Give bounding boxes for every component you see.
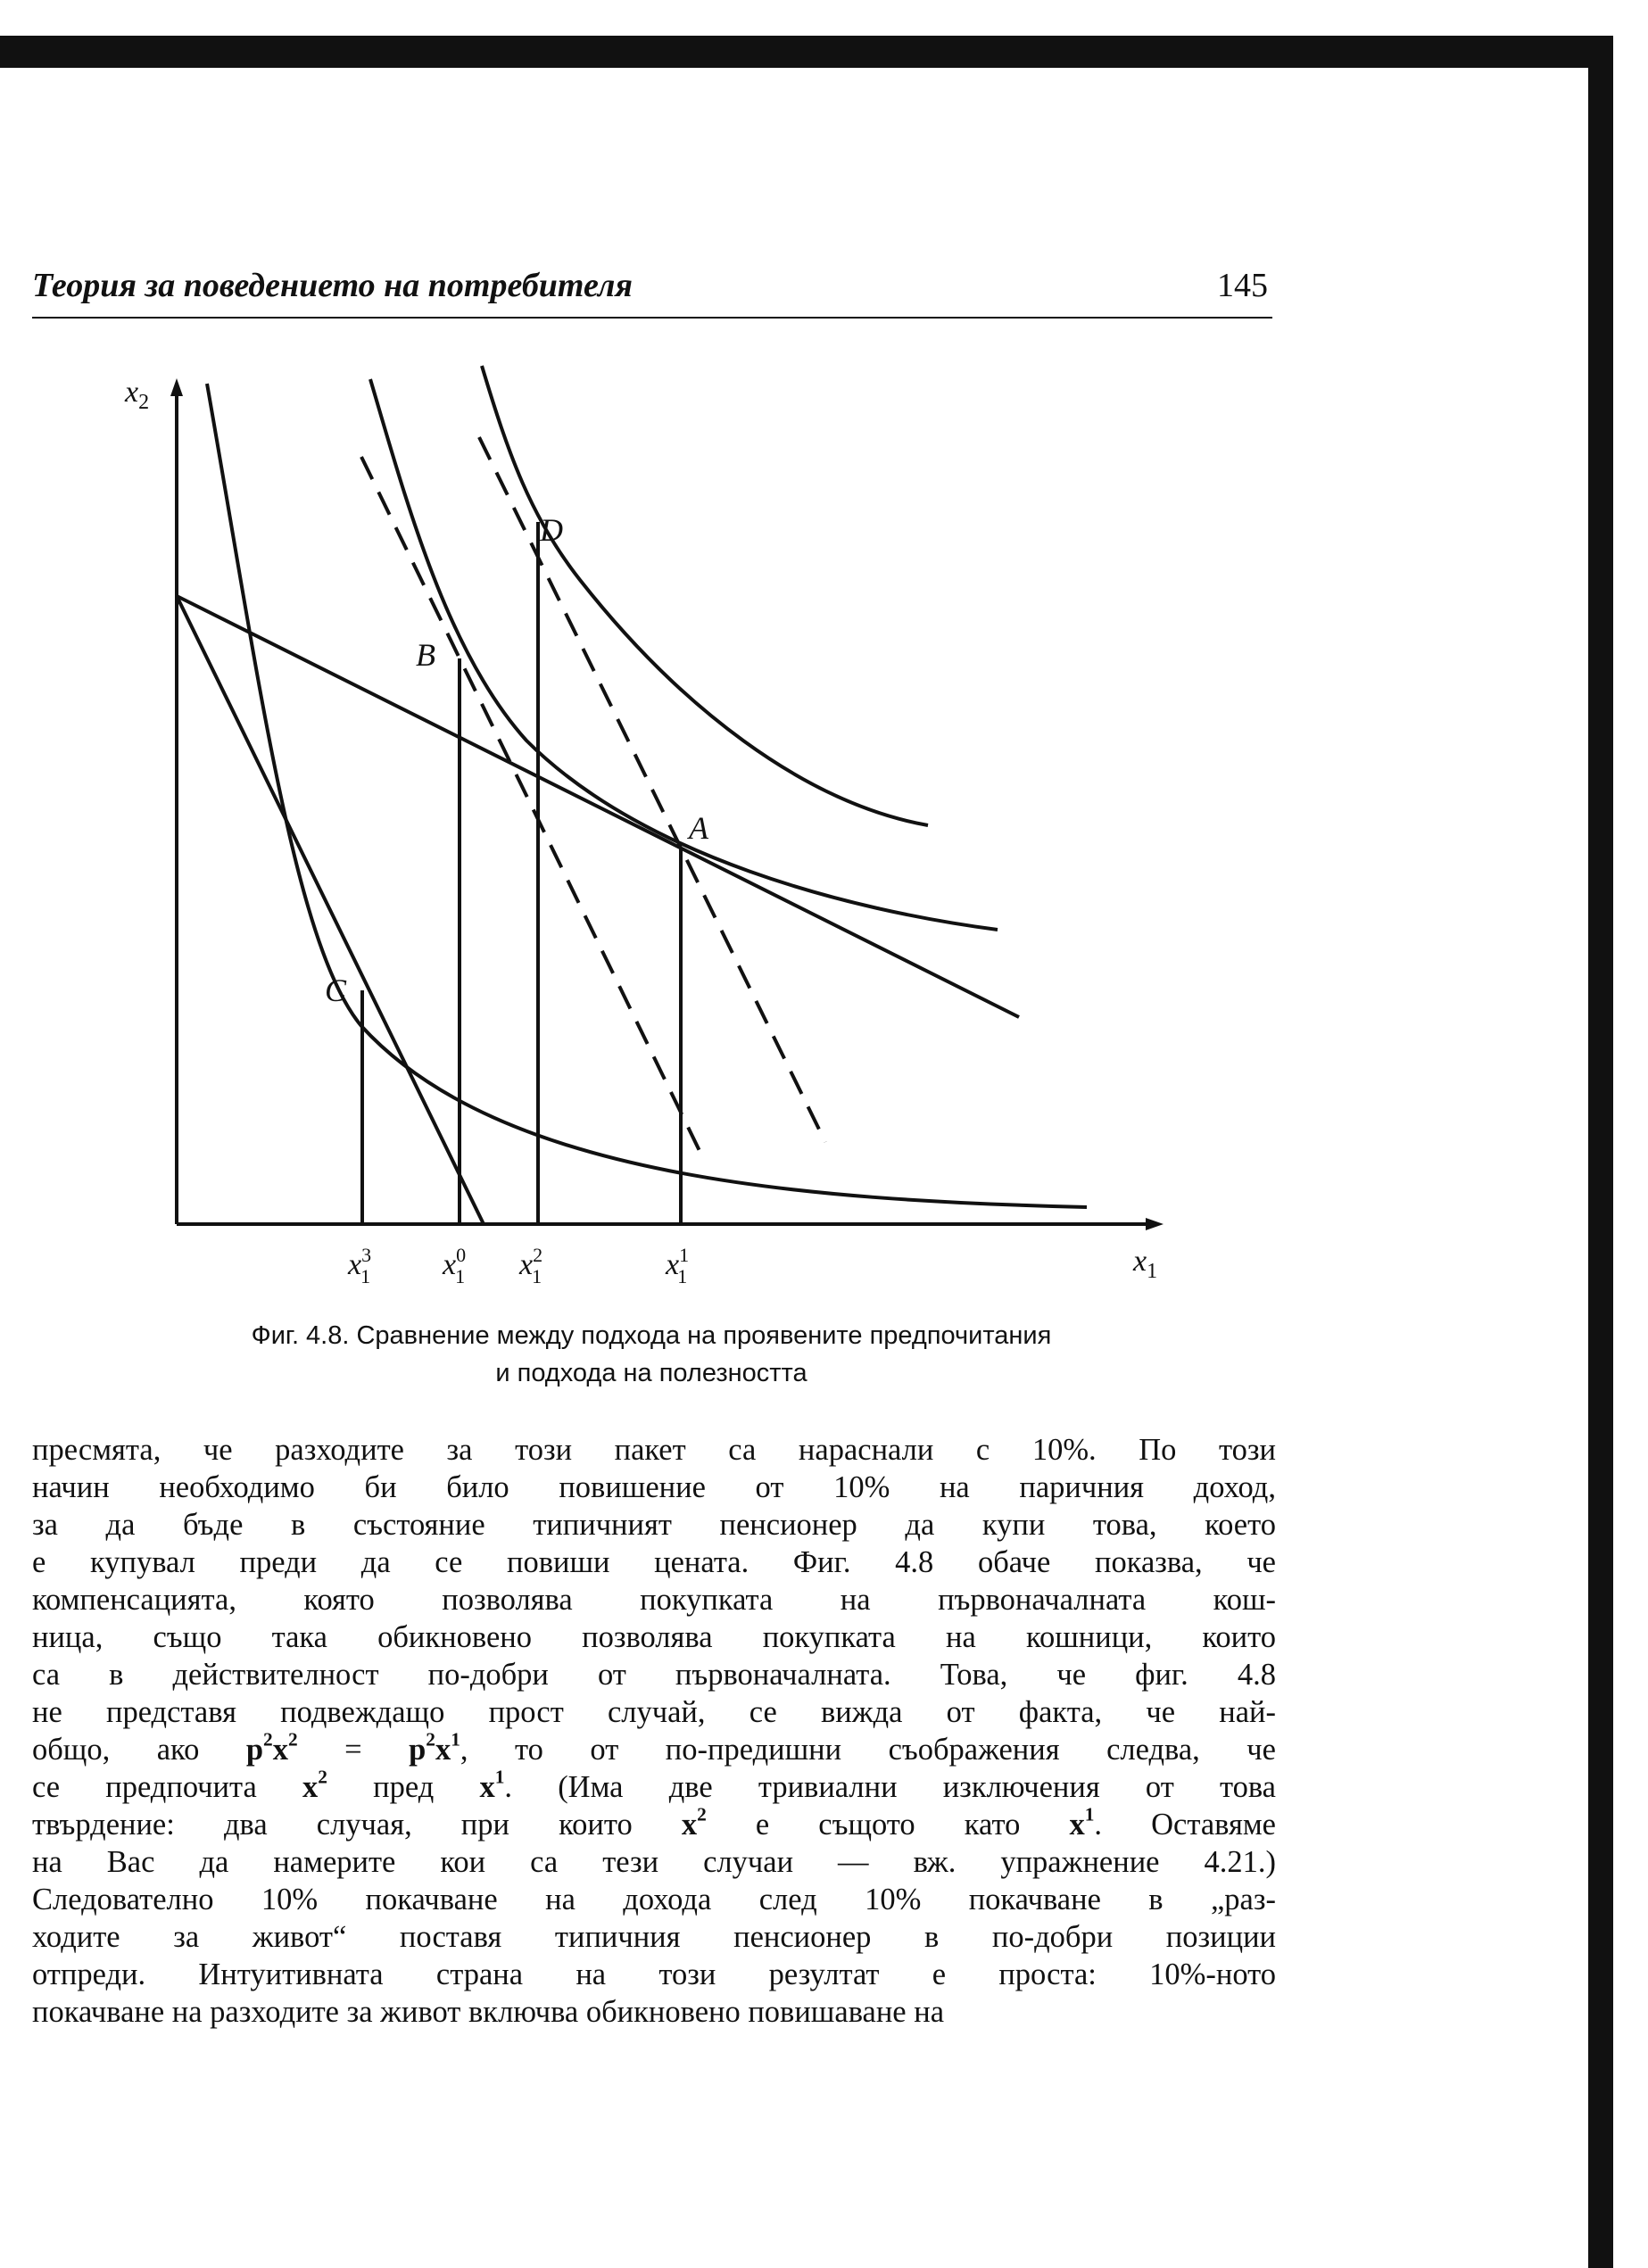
text-line: пресмята, че разходите за този пакет са нараснали с 10%. По този — [32, 1433, 1276, 1467]
y-axis-arrow — [170, 378, 183, 396]
x-axis-arrow — [1146, 1218, 1164, 1230]
body-paragraph — [32, 1431, 1276, 2031]
page-number: 145 — [1217, 267, 1268, 304]
text-line: отпреди. Интуитивната страна на този резултат е проста: 10%-ното — [32, 1958, 1276, 1991]
caption-line: Фиг. 4.8. Сравнение между подхода на проявените предпочитания — [251, 1321, 1052, 1350]
text-line: за да бъде в състояние типичният пенсионер да купи това, което — [32, 1508, 1276, 1542]
budget-line-c — [177, 596, 484, 1224]
x-axis-label: $x_1$ — [1133, 1245, 1158, 1283]
y-axis-label: $x_2$ — [125, 376, 150, 414]
text-line: компенсацията, която позволява покупката на първоначалната кош- — [32, 1583, 1276, 1617]
tick-label-x1-0: $x^0$ 1 — [443, 1244, 467, 1287]
text-line: са в действителност по-добри от първоначалната. Това, че фиг. 4.8 — [32, 1658, 1276, 1692]
text-line: ходите за живот“ поставя типичния пенсионер в по-добри позиции — [32, 1920, 1276, 1954]
text-line: не представя подвеждащо прост случай, се вижда от факта, че най- — [32, 1695, 1276, 1729]
point-label-d: D — [540, 512, 563, 548]
indifference-curve-ba — [370, 379, 998, 930]
text-line: ница, също така обикновено позволява покупката на кошници, които — [32, 1620, 1276, 1654]
text-line: Следователно 10% покачване на дохода след 10% покачване в „раз- — [32, 1883, 1276, 1916]
indifference-curve-d — [482, 366, 928, 825]
running-header-title: Теория за поведението на потребителя — [32, 267, 633, 304]
point-label-a: A — [689, 810, 708, 846]
equation-p2x1: $p^2x^1$ — [409, 1728, 460, 1767]
tick-label-x1-2: $x^2$ 1 — [519, 1244, 543, 1287]
text-line-equation: твърдение: два случая, при които $x^2$ е същото като $x^1$. Оставяме — [32, 1803, 1276, 1842]
tick-label-x1-3: $x^3$ 1 — [348, 1244, 372, 1287]
indifference-curve-c — [207, 384, 1087, 1207]
text-line-equation: общо, ако $p^2x^2 = p^2x^1$, то от по-предишни съображения следва, че — [32, 1728, 1276, 1767]
text-line-equation: се предпочита $x^2$ пред $x^1$. (Има две тривиални изключения от това — [32, 1766, 1276, 1804]
text-line: на Вас да намерите кои са тези случаи — вж. упражнение 4.21.) — [32, 1845, 1276, 1879]
text-line: е купувал преди да се повиши цената. Фиг. 4.8 обаче показва, че — [32, 1545, 1276, 1579]
equation-p2x2: $p^2x^2$ — [245, 1728, 298, 1767]
tick-label-x1-1: $x^1$ 1 — [666, 1244, 689, 1287]
point-label-b: B — [416, 637, 435, 673]
budget-line-b-dashed — [361, 457, 703, 1158]
text-line: покачване на разходите за живот включва обикновено повишаване на — [32, 1995, 945, 2029]
figure-caption — [116, 1317, 1187, 1392]
point-label-c: C — [325, 973, 347, 1008]
budget-line-a — [177, 596, 1019, 1017]
caption-line: и подхода на полезността — [495, 1359, 807, 1387]
text-line: начин необходимо би било повишение от 10% на паричния доход, — [32, 1470, 1276, 1504]
budget-line-d-dashed — [479, 437, 825, 1142]
